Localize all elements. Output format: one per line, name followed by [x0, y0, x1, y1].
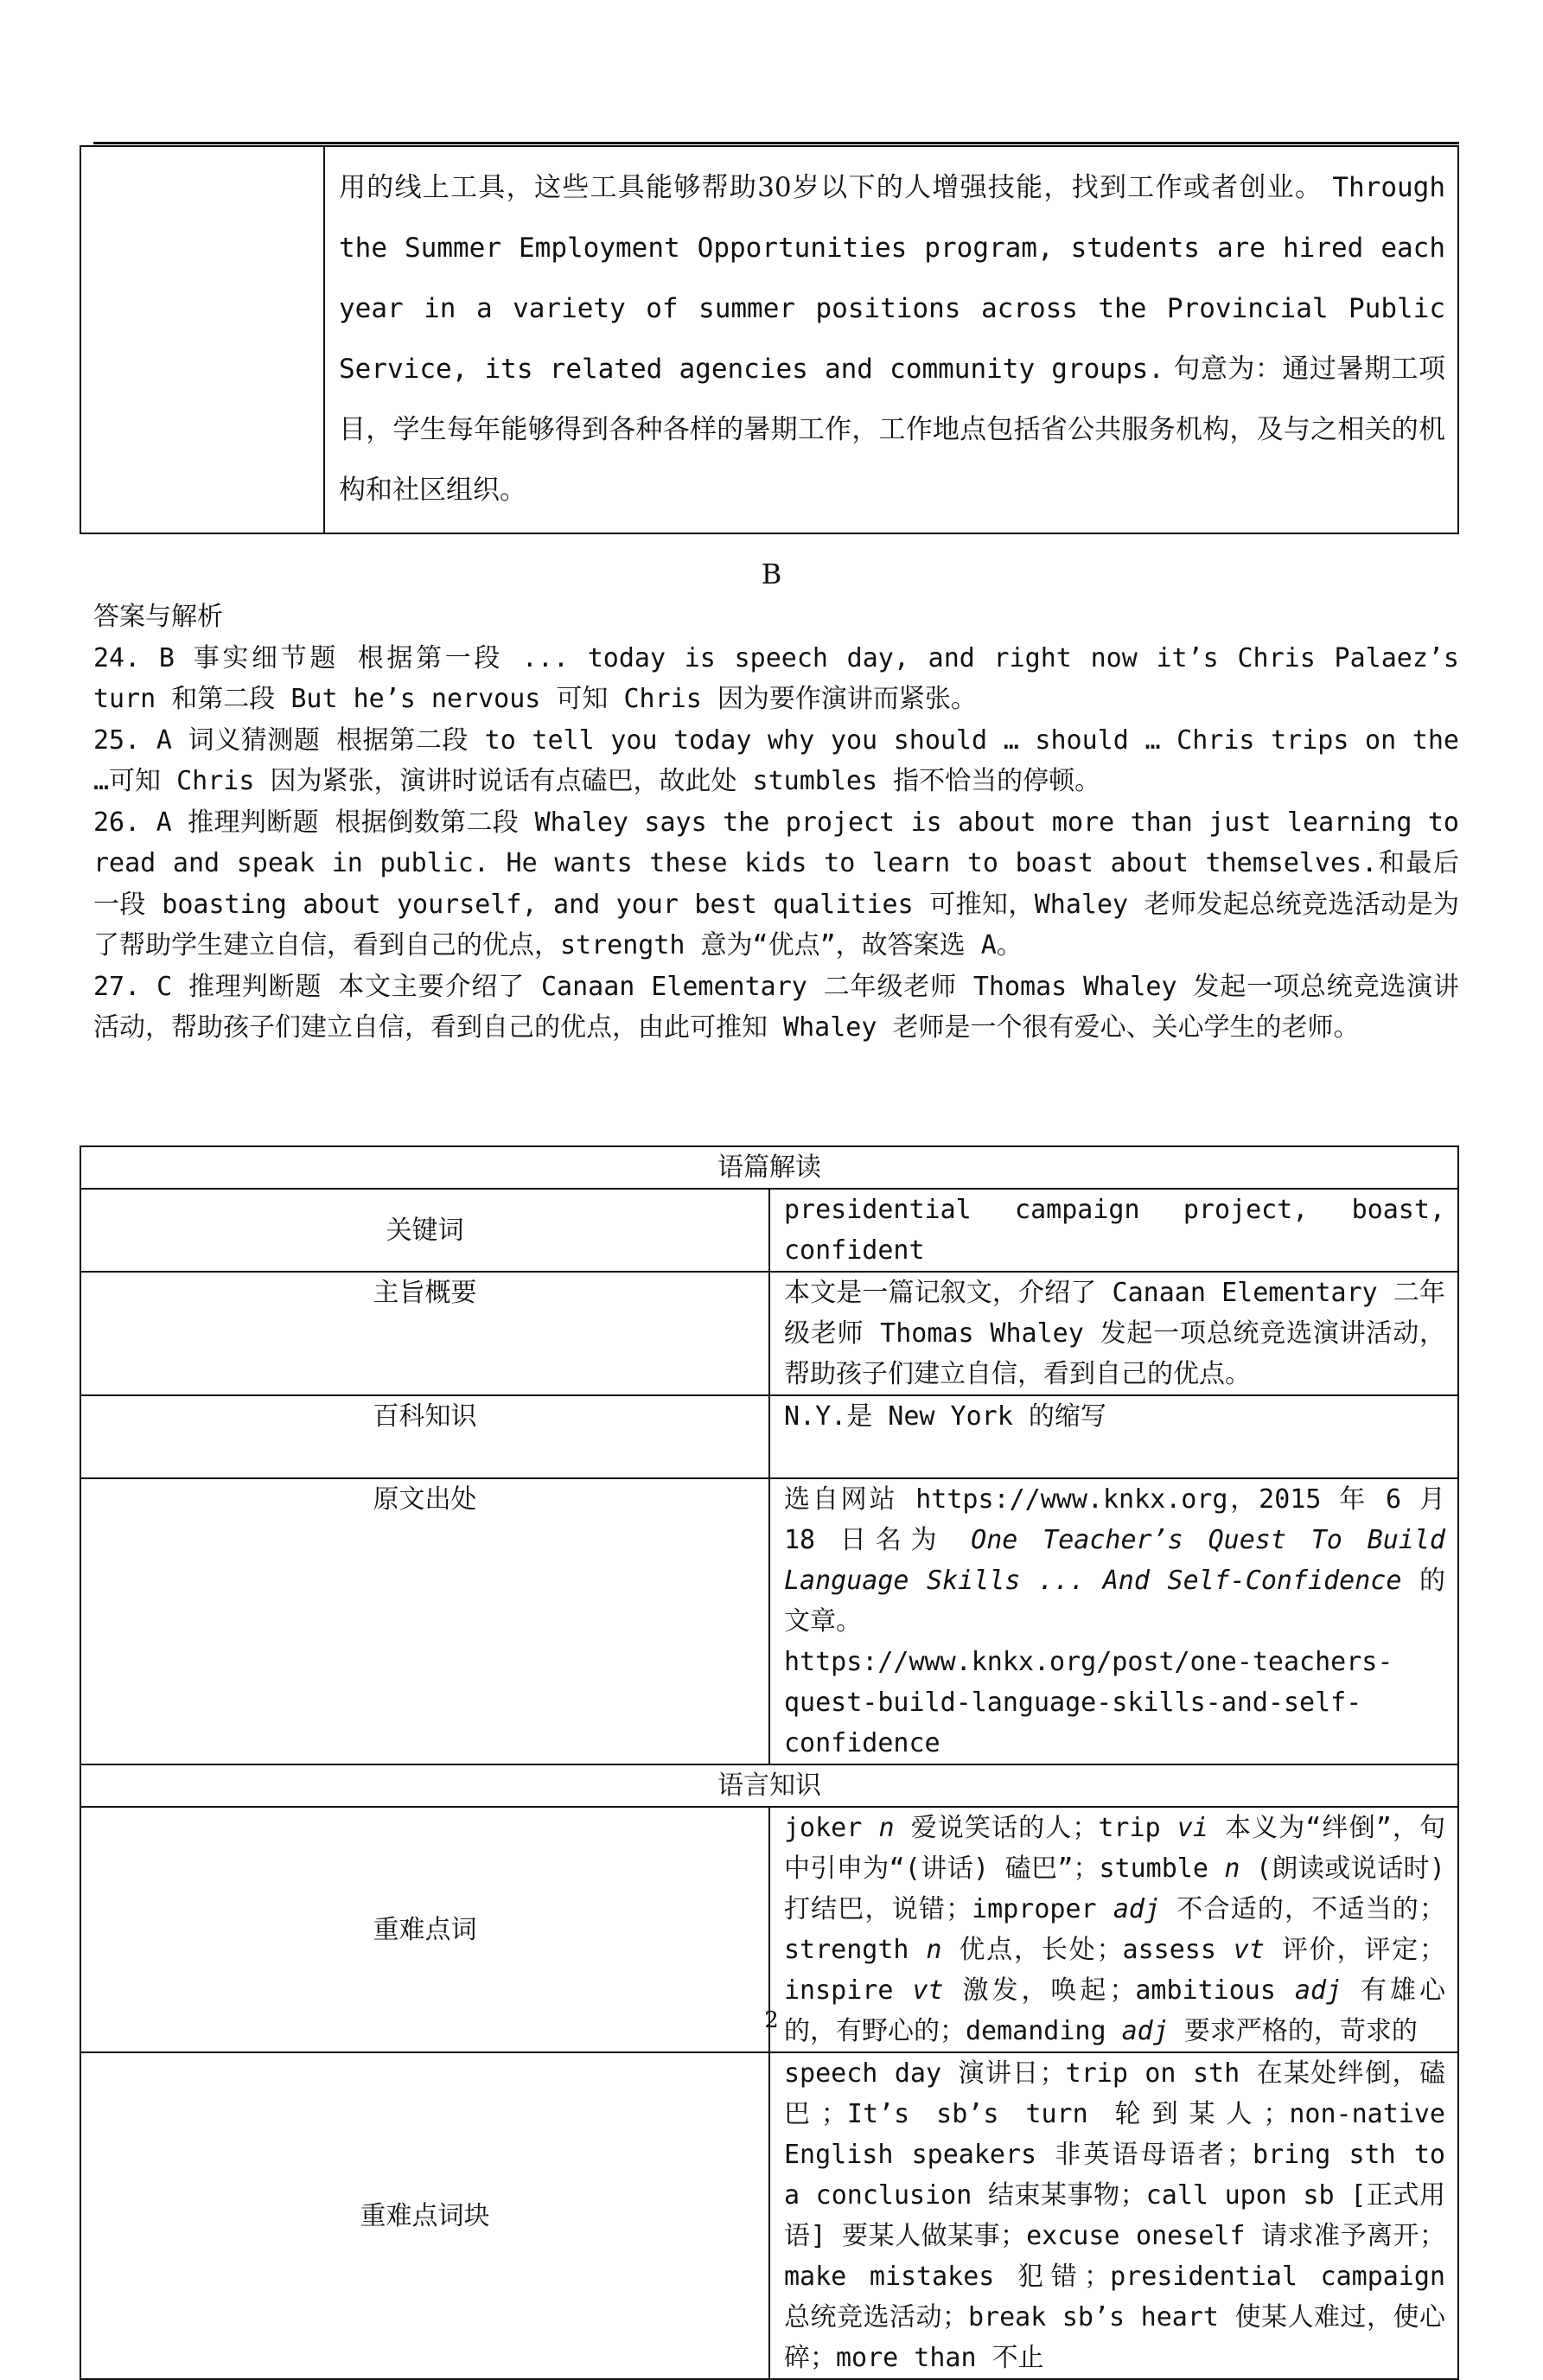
- vocab-pos: n: [878, 1813, 895, 1843]
- answer-24: 24. B 事实细节题 根据第一段 ... today is speech day, and right now it’s Chris Palaez’s turn 和第二段 But he’s nervous 可知 Chris 因为要作演讲而紧张。: [93, 642, 1459, 714]
- section-letter: B: [761, 558, 782, 590]
- vocab-pos: n: [1224, 1854, 1240, 1884]
- vocab-text: 激发，唤起；ambitious: [943, 1975, 1295, 2006]
- vocab-text: 要求严格的，苛求的: [1168, 2016, 1418, 2046]
- vocab-text: 评价，评定；inspire: [784, 1935, 1445, 2006]
- keywords-label: 关键词: [80, 1189, 769, 1272]
- page-number: 2: [764, 2007, 779, 2033]
- source-prefix: 选自网站 https://www.knkx.org，2015 年 6 月 18 日名为: [784, 1484, 1445, 1555]
- encyclopedia-value: N.Y.是 New York 的缩写: [769, 1395, 1458, 1478]
- continuation-text-cell: [324, 146, 1458, 533]
- vocab-text: 本义为“绊倒”，句中引申为“(讲话) 磕巴”；stumble: [784, 1813, 1445, 1884]
- source-url: https://www.knkx.org/post/one-teachers-quest-build-language-skills-and-self-confidence: [784, 1647, 1393, 1758]
- answers-heading: 答案与解析: [93, 602, 223, 632]
- vocab-text: (朗读或说话时) 打结巴，说错；improper: [784, 1854, 1445, 1924]
- source-value: [769, 1478, 1458, 1764]
- phrases-value: speech day 演讲日；trip on sth 在某处绊倒，磕巴；It’s sb’s turn 轮到某人；non-native English speakers 非英语母语者；bring sth to a conclusion 结束某事物；call upon sb [正式用语] 要某人做某事；excuse oneself 请求准予离开；make mistakes 犯错；presidential campaign 总统竞选活动；break sb’s heart 使某人难过，使心碎；more than 不止: [769, 2052, 1458, 2379]
- continuation-table: [80, 145, 1459, 534]
- passage-analysis-table: [80, 1145, 1459, 2380]
- vocab-text: 优点，长处；assess: [941, 1935, 1234, 1965]
- phrases-label: 重难点词块: [80, 2052, 769, 2379]
- source-title: One Teacher’s Quest To Build Language Skills ... And Self-Confidence: [784, 1525, 1445, 1596]
- vocab-pos: adj: [1113, 1894, 1161, 1924]
- continuation-english: Through the Summer Employment Opportunities program, students are hired each year in a variety of summer positions across the Provincial Public Service, its related agencies and community groups.: [339, 172, 1445, 385]
- answer-27: 27. C 推理判断题 本文主要介绍了 Canaan Elementary 二年级老师 Thomas Whaley 发起一项总统竞选演讲活动，帮助孩子们建立自信，看到自己的优点，由此可推知 Whaley 老师是一个很有爱心、关心学生的老师。: [93, 971, 1459, 1043]
- keywords-value: presidential campaign project, boast, confident: [769, 1189, 1458, 1272]
- vocab-text: joker: [784, 1813, 879, 1843]
- header-passage-reading: 语篇解读: [80, 1146, 1458, 1189]
- answer-25: 25. A 词义猜测题 根据第二段 to tell you today why you should … should … Chris trips on the …可知 Chris 因为紧张，演讲时说话有点磕巴，故此处 stumbles 指不恰当的停顿。: [93, 724, 1459, 796]
- summary-label: 主旨概要: [80, 1272, 769, 1395]
- vocab-pos: adj: [1294, 1975, 1342, 2006]
- vocab-text: 爱说笑话的人；trip: [894, 1813, 1177, 1843]
- answers-block: [93, 597, 1459, 1049]
- vocab-pos: vt: [1233, 1935, 1265, 1965]
- source-suffix: 的文章。: [784, 1566, 1446, 1637]
- vocab-text: 有雄心的，有野心的；demanding: [784, 1975, 1446, 2046]
- vocab-pos: vt: [912, 1975, 944, 2006]
- continuation-label-cell: [80, 146, 324, 533]
- source-label: 原文出处: [80, 1478, 769, 1764]
- header-language-knowledge: 语言知识: [80, 1764, 1458, 1807]
- vocab-label: 重难点词: [80, 1807, 769, 2052]
- vocab-pos: adj: [1121, 2016, 1169, 2046]
- continuation-translation: 句意为：通过暑期工项目，学生每年能够得到各种各样的暑期工作，工作地点包括省公共服务机构，及与之相关的机构和社区组织。: [339, 354, 1446, 506]
- summary-value: 本文是一篇记叙文，介绍了 Canaan Elementary 二年级老师 Thomas Whaley 发起一项总统竞选演讲活动，帮助孩子们建立自信，看到自己的优点。: [769, 1272, 1458, 1395]
- encyclopedia-label: 百科知识: [80, 1395, 769, 1478]
- answer-26: 26. A 推理判断题 根据倒数第二段 Whaley says the project is about more than just learning to read and speak in public. He wants these kids to learn to boast about themselves.和最后一段 boasting about yourself, and your best qualities 可推知，Whaley 老师发起总统竞选活动是为了帮助学生建立自信，看到自己的优点，strength 意为“优点”，故答案选 A。: [93, 807, 1459, 960]
- vocab-pos: vi: [1176, 1813, 1208, 1843]
- continuation-line1: 用的线上工具，这些工具能够帮助30岁以下的人增强技能，找到工作或者创业。: [339, 172, 1323, 203]
- top-rule: [93, 142, 1459, 144]
- vocab-text: 不合适的，不适当的；strength: [784, 1894, 1445, 1965]
- vocab-pos: n: [926, 1935, 942, 1965]
